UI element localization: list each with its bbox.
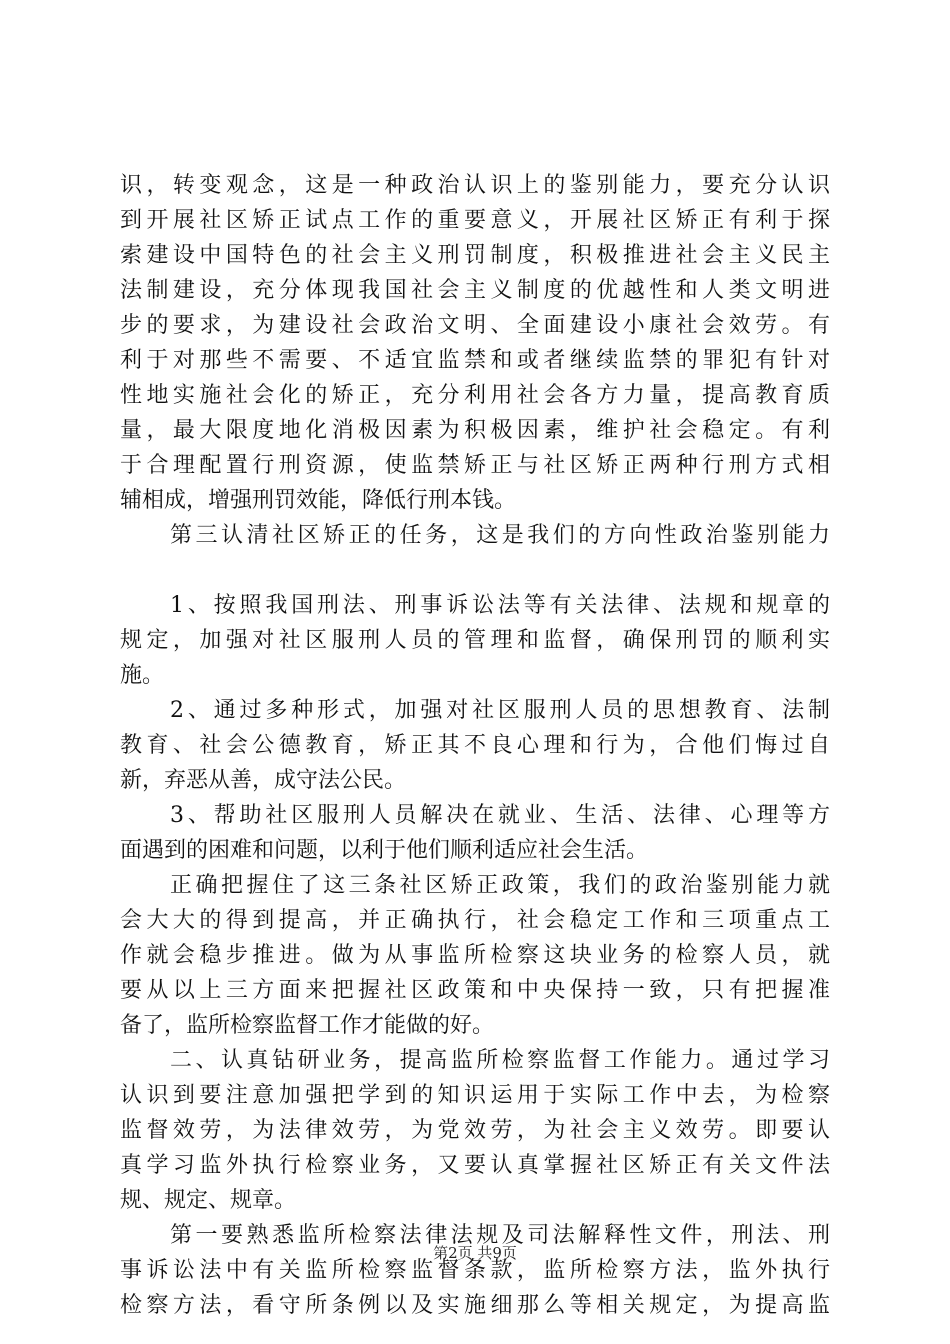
text-line: 1、按照我国刑法、刑事诉讼法等有关法律、法规和规章的: [170, 593, 830, 618]
text-line: 教育、社会公德教育，矫正其不良心理和行为，合他们悔过自: [120, 733, 830, 758]
text-line: 第三认清社区矫正的任务，这是我们的方向性政治鉴别能力: [170, 523, 830, 548]
text-line: 备了，监所检察监督工作才能做的好。: [120, 1013, 495, 1038]
text-line: 会大大的得到提高，并正确执行，社会稳定工作和三项重点工: [120, 908, 830, 933]
text-line: 到开展社区矫正试点工作的重要意义，开展社区矫正有利于探: [120, 208, 830, 233]
text-line: 性地实施社会化的矫正，充分利用社会各方力量，提高教育质: [120, 383, 830, 408]
text-line: 规定，加强对社区服刑人员的管理和监督，确保刑罚的顺利实: [120, 628, 830, 653]
text-line: 监督效劳，为法律效劳，为党效劳，为社会主义效劳。即要认: [120, 1118, 830, 1143]
text-line: 要从以上三方面来把握社区政策和中央保持一致，只有把握准: [120, 978, 830, 1003]
blank-line: [120, 553, 830, 588]
text-line: 辅相成，增强刑罚效能，降低行刑本钱。: [120, 488, 517, 513]
text-line: 3、帮助社区服刑人员解决在就业、生活、法律、心理等方: [170, 803, 830, 828]
text-line: 步的要求，为建设社会政治文明、全面建设小康社会效劳。有: [120, 313, 830, 338]
text-line: 识，转变观念，这是一种政治认识上的鉴别能力，要充分认识: [120, 173, 830, 198]
document-body: [120, 168, 830, 1323]
text-line: 认识到要注意加强把学到的知识运用于实际工作中去，为检察: [120, 1083, 830, 1108]
page-number-footer: 第2页 共9页: [433, 1244, 517, 1262]
text-line: 法制建设，充分体现我国社会主义制度的优越性和人类文明进: [120, 278, 830, 303]
text-line: 新，弃恶从善，成守法公民。: [120, 768, 407, 793]
text-line: 面遇到的困难和问题，以利于他们顺利适应社会生活。: [120, 838, 649, 863]
text-line: 第一要熟悉监所检察法律法规及司法解释性文件，刑法、刑: [170, 1223, 830, 1248]
text-line: 真学习监外执行检察业务，又要认真掌握社区矫正有关文件法: [120, 1153, 830, 1178]
text-line: 于合理配置行刑资源，使监禁矫正与社区矫正两种行刑方式相: [120, 453, 830, 478]
text-line: 规、规定、规章。: [120, 1188, 297, 1213]
text-line: 事诉讼法中有关监所检察监督条款，监所检察方法，监外执行: [120, 1258, 830, 1283]
text-line: 量，最大限度地化消极因素为积极因素，维护社会稳定。有利: [120, 418, 830, 443]
text-line: 正确把握住了这三条社区矫正政策，我们的政治鉴别能力就: [170, 873, 830, 898]
text-line: 二、认真钻研业务，提高监所检察监督工作能力。通过学习: [170, 1048, 830, 1073]
text-line: 检察方法，看守所条例以及实施细那么等相关规定，为提高监: [120, 1293, 830, 1318]
text-line: 施。: [120, 663, 165, 688]
text-line: 2、通过多种形式，加强对社区服刑人员的思想教育、法制: [170, 698, 830, 723]
text-line: 索建设中国特色的社会主义刑罚制度，积极推进社会主义民主: [120, 243, 830, 268]
text-line: 利于对那些不需要、不适宜监禁和或者继续监禁的罪犯有针对: [120, 348, 830, 373]
text-line: 作就会稳步推进。做为从事监所检察这块业务的检察人员，就: [120, 943, 830, 968]
